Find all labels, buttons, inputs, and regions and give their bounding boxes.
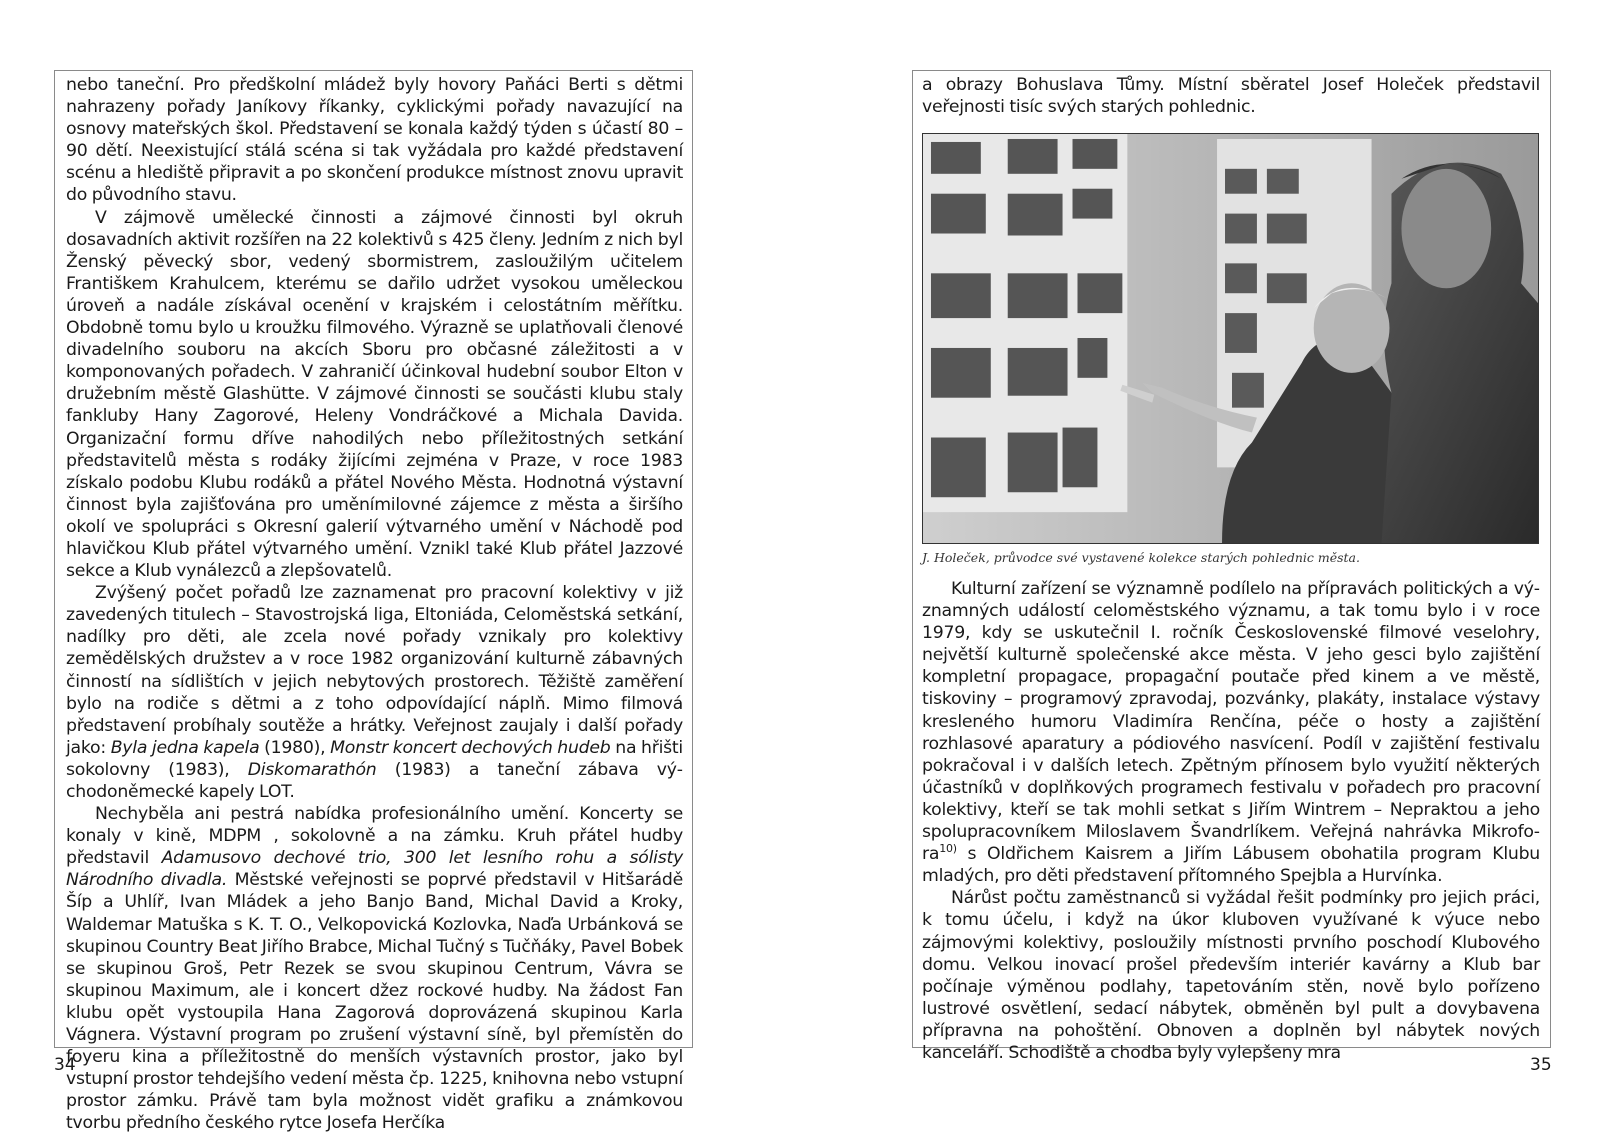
italic-title: Byla jedna kapela: [110, 737, 260, 758]
photograph-postcard-exhibition: [922, 133, 1539, 544]
paragraph-text: s Oldřichem Kaisrem a Jiřím Lábusem obohatila program Klubu mladých, pro děti představení přítomného Spejbla a Hurvínka.: [922, 844, 1540, 887]
photo-caption: J. Holeček, průvodce své vystavené kolekce starých pohlednic města.: [922, 550, 1360, 565]
paragraph-text: (1980),: [259, 737, 331, 758]
paragraph-text: Městské veřejnosti se poprvé představil v Hitšarádě Šíp a Uhlíř, Ivan Mládek a jeho Banjo Band, Michal David a Kroky, Waldemar Matuška s K. T. O., Velkopovická Kozlovka, Naďa Urbánková se skupinou Country Beat Jiřího Brabce, Michal Tučný s Tučňáky, Pavel Bobek se skupinou Groš, Petr Rezek se svou skupinou Centrum, Vávra se skupinou Maximum, ale i koncert džez rockové hudby. Na žádost Fan klubu opět vystoupila Hana Zagorová doprovázená skupinou Karla Vágnera. Výstavní program po zrušení výstavní síně, byl přemístěn do foyeru kina a příležitostně do menších výstavních prostor, jako byl vstupní prostor tehdejšího vedení města čp. 1225, knihovna nebo vstupní prostor zámku. Právě tam byla možnost vidět grafiku a známkovou tvorbu předního českého rytce Josefa Herčíka: [66, 870, 683, 1134]
paragraph-text: (1983) a taneční zábava východoněmecké kapely LOT.: [66, 759, 684, 802]
footnote-marker: 10): [939, 842, 957, 856]
paragraph: a obrazy Bohuslava Tůmy. Místní sběratel Josef Holeček představil veřejnosti tisíc svých starých pohlednic.: [922, 75, 1540, 118]
paragraph-text: Nechyběla ani pestrá nabídka profesionálního umění. Koncerty se konaly v kině, MDPM , sokolovně a na zámku. Kruh přátel hudby představil: [66, 804, 683, 869]
italic-title: Adamusovo dechové trio, 300 let lesního rohu a sólisty Národního divadla.: [66, 848, 683, 891]
paragraph: nebo taneční. Pro předškolní mládež byly hovory Paňáci Berti s dětmi nahrazeny pořady Janíkovy říkanky, cyklickými pořady navazující na osnovy mateřských škol. Představení se konala každý týden s účastí 80 – 90 dětí. Neexistující stálá scéna si tak vyžádala pro každé představení scénu a hlediště připravit a po skončení produkce místnost znovu upravit do původního stavu.: [66, 75, 683, 206]
paragraph: [66, 582, 683, 803]
right-page-intro: [922, 74, 1540, 118]
left-page-body: [66, 74, 683, 1135]
page-number-left: 34: [54, 1055, 76, 1075]
paragraph: Nárůst počtu zaměstnanců si vyžádal řešit podmínky pro jejich práci, k tomu účelu, i když na úkor kluboven využívané k výuce nebo zájmovými kolektivy, posloužily místnosti prvního poschodí Klubového domu. Velkou inovací prošel především interiér kavárny a Klub bar počínaje výměnou podlahy, tapetováním stěn, nově bylo pořízeno lustrové osvětlení, sedací nábytek, obměněn byl pult a dovybavena přípravna na pohoštění. Obnoven a doplněn byl nábytek nových kanceláří. Schodiště a chodba byly vylepšeny mra: [922, 888, 1540, 1063]
italic-title: Diskomarathón: [247, 759, 377, 780]
photo-illustration: [923, 134, 1538, 543]
paragraph-text: Zvýšený počet pořadů lze zaznamenat pro pracovní kolektivy v již zavedených titulech – Stavostrojská liga, Eltoniáda, Celoměstská setkání, nadílky pro děti, ale zcela nové pořady vznikaly pro kolektivy zemědělských družstev a v roce 1982 organizování kulturně zábavných činností na sídlištích v jejich nebytových prostorech. Těžiště zaměření bylo na rodiče s dětmi a z toho odpovídající náplň. Mimo filmová představení probíhaly soutěže a hrátky. Veřejnost zaujaly i další pořady jako:: [66, 583, 683, 758]
paragraph: V zájmově umělecké činnosti a zájmové činnosti byl okruh dosavadních aktivit rozšířen na 22 kolektivů s 425 členy. Jedním z nich byl Ženský pěvecký sbor, vedený sbormistrem, zasloužilým učitelem Františkem Krahulcem, kterému se dařilo udržet vysokou uměleckou úroveň a nadále získával ocenění v krajském i celostátním měřítku. Obdobně tomu bylo u kroužku filmového. Výrazně se uplatňovali členové divadelního souboru na akcích Sboru pro občasné záležitosti a v komponovaných pořadech. V zahraničí účinkoval hudební soubor Elton v družebním městě Glashütte. V zájmové činnosti se součásti klubu staly fankluby Hany Zagorové, Heleny Vondráčkové a Michala Davida. Organizační formu dříve nahodilých nebo příležitostných setkání představitelů města s rodáky žijícími zejména v Praze, v roce 1983 získalo podobu Klubu rodáků a přátel Nového Města. Hodnotná výstavní činnost byla zajišťována pro uměnímilovné zájemce z města a širšího okolí ve spolupráci s Okresní galerií výtvarného umění v Náchodě pod hlavičkou Klub přátel výtvarného umění. Vznikl také Klub přátel Jazzové sekce a Klub vynálezců a zlepšovatelů.: [66, 207, 683, 582]
paragraph: [66, 803, 683, 1134]
paragraph-text: Kulturní zařízení se významně podílelo na přípravách politických a významných událostí celoměstského významu, a tak tomu bylo i v roce 1979, kdy se uskutečnil I. ročník Československé filmové veselohry, největší kulturně společenské akce města. V jeho gesci bylo zajištění kompletní propagace, propagační poutače před kinem a ve městě, tiskoviny – programový zpravodaj, pozvánky, plakáty, instalace výstavy kresleného humoru Vladimíra Renčína, péče o hosty a zajištění rozhlasové aparatury a pódiového nasvícení. Podíl v zajištění festivalu pokračoval i v dalších letech. Zpětným přínosem bylo využití některých účastníků v doplňkových programech festivalu v pořadech pro pracovní kolektivy, kteří se tak mohli setkat s Jiřím Wintrem – Nepraktou a jeho spolupracovníkem Miloslavem Švandrlíkem. Veřejná nahrávka Mikrofora: [922, 579, 1540, 865]
paragraph: [922, 578, 1540, 887]
right-page-body: [922, 578, 1540, 1064]
page-number-right: 35: [1530, 1055, 1552, 1075]
paragraph-text: na hřišti sokolovny (1983),: [66, 737, 683, 780]
italic-title: Monstr koncert dechových hudeb: [330, 737, 611, 758]
